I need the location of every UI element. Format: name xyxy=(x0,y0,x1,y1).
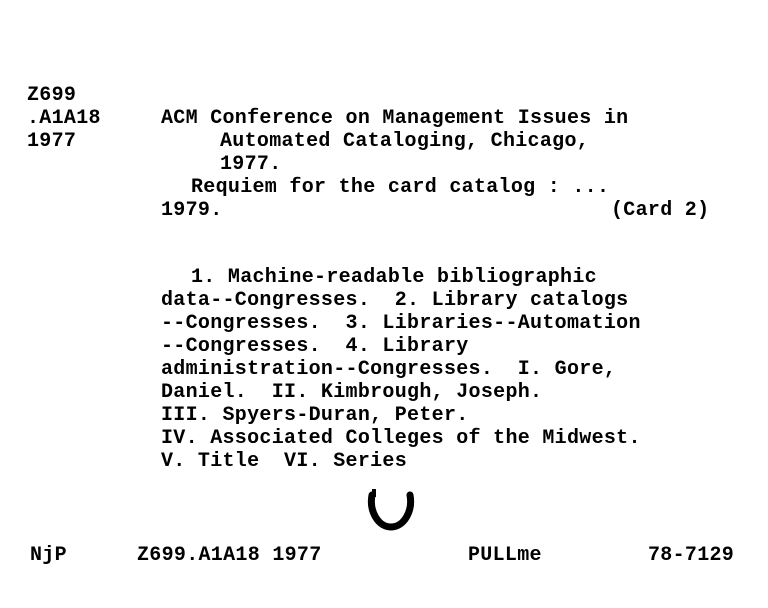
card-hole-icon xyxy=(366,487,416,535)
call-number-year: 1977 xyxy=(27,130,77,153)
tracing-line: administration--Congresses. I. Gore, xyxy=(161,358,617,381)
tracing-line: Daniel. II. Kimbrough, Joseph. xyxy=(161,381,543,404)
tracing-line: --Congresses. 3. Libraries--Automation xyxy=(161,312,641,335)
footer-call-number: Z699.A1A18 1977 xyxy=(137,544,322,567)
main-entry-line-1: ACM Conference on Management Issues in xyxy=(161,107,629,130)
title-statement: Requiem for the card catalog : ... xyxy=(191,176,610,199)
tracing-line: V. Title VI. Series xyxy=(161,450,408,473)
tracing-line: --Congresses. 4. Library xyxy=(161,335,469,358)
footer-library: NjP xyxy=(30,544,67,567)
tracing-line: 1. Machine-readable bibliographic xyxy=(191,266,597,289)
card-number: (Card 2) xyxy=(611,199,710,222)
call-number-cutter: .A1A18 xyxy=(27,107,101,130)
footer-lccn: 78-7129 xyxy=(648,544,735,567)
tracing-line: III. Spyers-Duran, Peter. xyxy=(161,404,469,427)
publication-date: 1979. xyxy=(161,199,223,222)
call-number-class: Z699 xyxy=(27,84,77,107)
tracing-line: IV. Associated Colleges of the Midwest. xyxy=(161,427,641,450)
main-entry-line-2: Automated Cataloging, Chicago, xyxy=(220,130,590,153)
footer-code: PULLme xyxy=(468,544,542,567)
tracing-line: data--Congresses. 2. Library catalogs xyxy=(161,289,629,312)
main-entry-line-3: 1977. xyxy=(220,153,282,176)
